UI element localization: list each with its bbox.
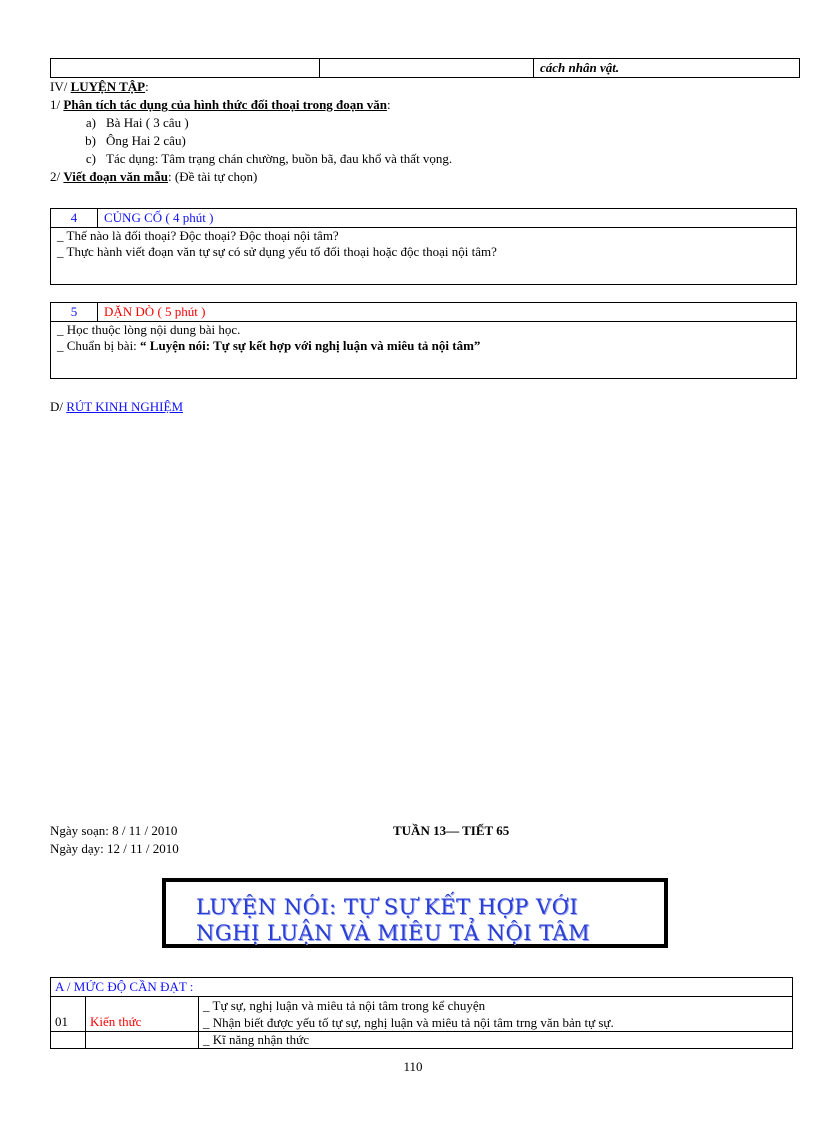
sub-item-list — [50, 114, 452, 168]
list-item: c) Tác dụng: Tâm trạng chán chường, buồn bã, đau khổ và thất vọng. — [85, 151, 453, 166]
cung-co-box — [50, 208, 797, 285]
dan-do-lesson-name: “ Luyện nói: Tự sự kết hợp với nghị luận và miêu tả nội tâm” — [140, 338, 481, 353]
top-table — [50, 58, 800, 78]
row2-content: _ Kĩ năng nhận thức — [199, 1032, 793, 1049]
dan-do-title: DẶN DÒ ( 5 phút ) — [104, 304, 206, 319]
tuan-tiet: TUẦN 13— TIẾT 65 — [393, 823, 510, 838]
date-block — [50, 822, 179, 858]
item2-heading: 2/ Viết đoạn văn mẫu: (Đề tài tự chọn) — [50, 169, 258, 184]
top-table-cell-1 — [51, 59, 320, 78]
luyen-tap-title: LUYỆN TẬP — [70, 79, 146, 94]
dan-do-number: 5 — [51, 303, 98, 321]
dan-do-box — [50, 302, 797, 379]
cung-co-line-2: _ Thực hành viết đoạn văn tự sự có sử dụng yếu tố đối thoại hoặc độc thoại nội tâm? — [57, 244, 497, 259]
row-content-line-2: _ Nhận biết được yếu tố tự sự, nghị luận và miêu tả nội tâm trng văn bản tự sự. — [203, 1015, 614, 1030]
lesson-title-box — [162, 878, 668, 948]
lesson-title — [166, 882, 664, 946]
row-content — [199, 997, 793, 1032]
row-label: Kiến thức — [86, 997, 199, 1032]
item2-title: Viết đoạn văn mẫu — [63, 169, 168, 184]
top-table-cell-2 — [320, 59, 534, 78]
muc-do-header: A / MỨC ĐỘ CẦN ĐẠT : — [51, 978, 793, 997]
row-number: 01 — [51, 997, 86, 1032]
muc-do-table — [50, 977, 793, 1049]
rut-kinh-nghiem-link[interactable]: RÚT KINH NGHIỆM — [66, 399, 184, 414]
dan-do-line-2: _ Chuẩn bị bài: “ Luyện nói: Tự sự kết hợp với nghị luận và miêu tả nội tâm” — [57, 338, 481, 353]
cung-co-title: CỦNG CỐ ( 4 phút ) — [104, 210, 214, 225]
row-content-line-1: _ Tự sự, nghị luận và miêu tả nội tâm trong kể chuyện — [203, 998, 486, 1013]
cung-co-line-1: _ Thế nào là đối thoại? Độc thoại? Độc thoại nội tâm? — [57, 228, 339, 243]
ngay-soan: Ngày soạn: 8 / 11 / 2010 — [50, 823, 178, 838]
page-number: 110 — [403, 1059, 423, 1074]
list-item: a) Bà Hai ( 3 câu ) — [85, 115, 189, 130]
row2-label — [86, 1032, 199, 1049]
item1-title: Phân tích tác dụng của hình thức đối thoại trong đoạn văn — [63, 97, 387, 112]
cung-co-header — [51, 209, 796, 228]
cung-co-number: 4 — [51, 209, 98, 227]
rut-kinh-nghiem: D/ RÚT KINH NGHIỆM — [50, 399, 184, 414]
lesson-title-line-1: LUYỆN NÓI: TỰ SỰ KẾT HỢP VỚI — [196, 895, 579, 919]
top-table-cell-3: cách nhân vật. — [534, 59, 800, 78]
lesson-title-line-2: NGHỊ LUẬN VÀ MIÊU TẢ NỘI TÂM — [196, 921, 591, 945]
row2-number — [51, 1032, 86, 1049]
item1-heading: 1/ Phân tích tác dụng của hình thức đối thoại trong đoạn văn: — [50, 97, 391, 112]
list-item: b) Ông Hai 2 câu) — [85, 133, 186, 148]
luyen-tap-heading: IV/ LUYỆN TẬP: — [50, 79, 149, 94]
dan-do-header — [51, 303, 796, 322]
section-luyen-tap — [50, 78, 452, 186]
dan-do-line-1: _ Học thuộc lòng nội dung bài học. — [57, 322, 241, 337]
ngay-day: Ngày dạy: 12 / 11 / 2010 — [50, 841, 179, 856]
